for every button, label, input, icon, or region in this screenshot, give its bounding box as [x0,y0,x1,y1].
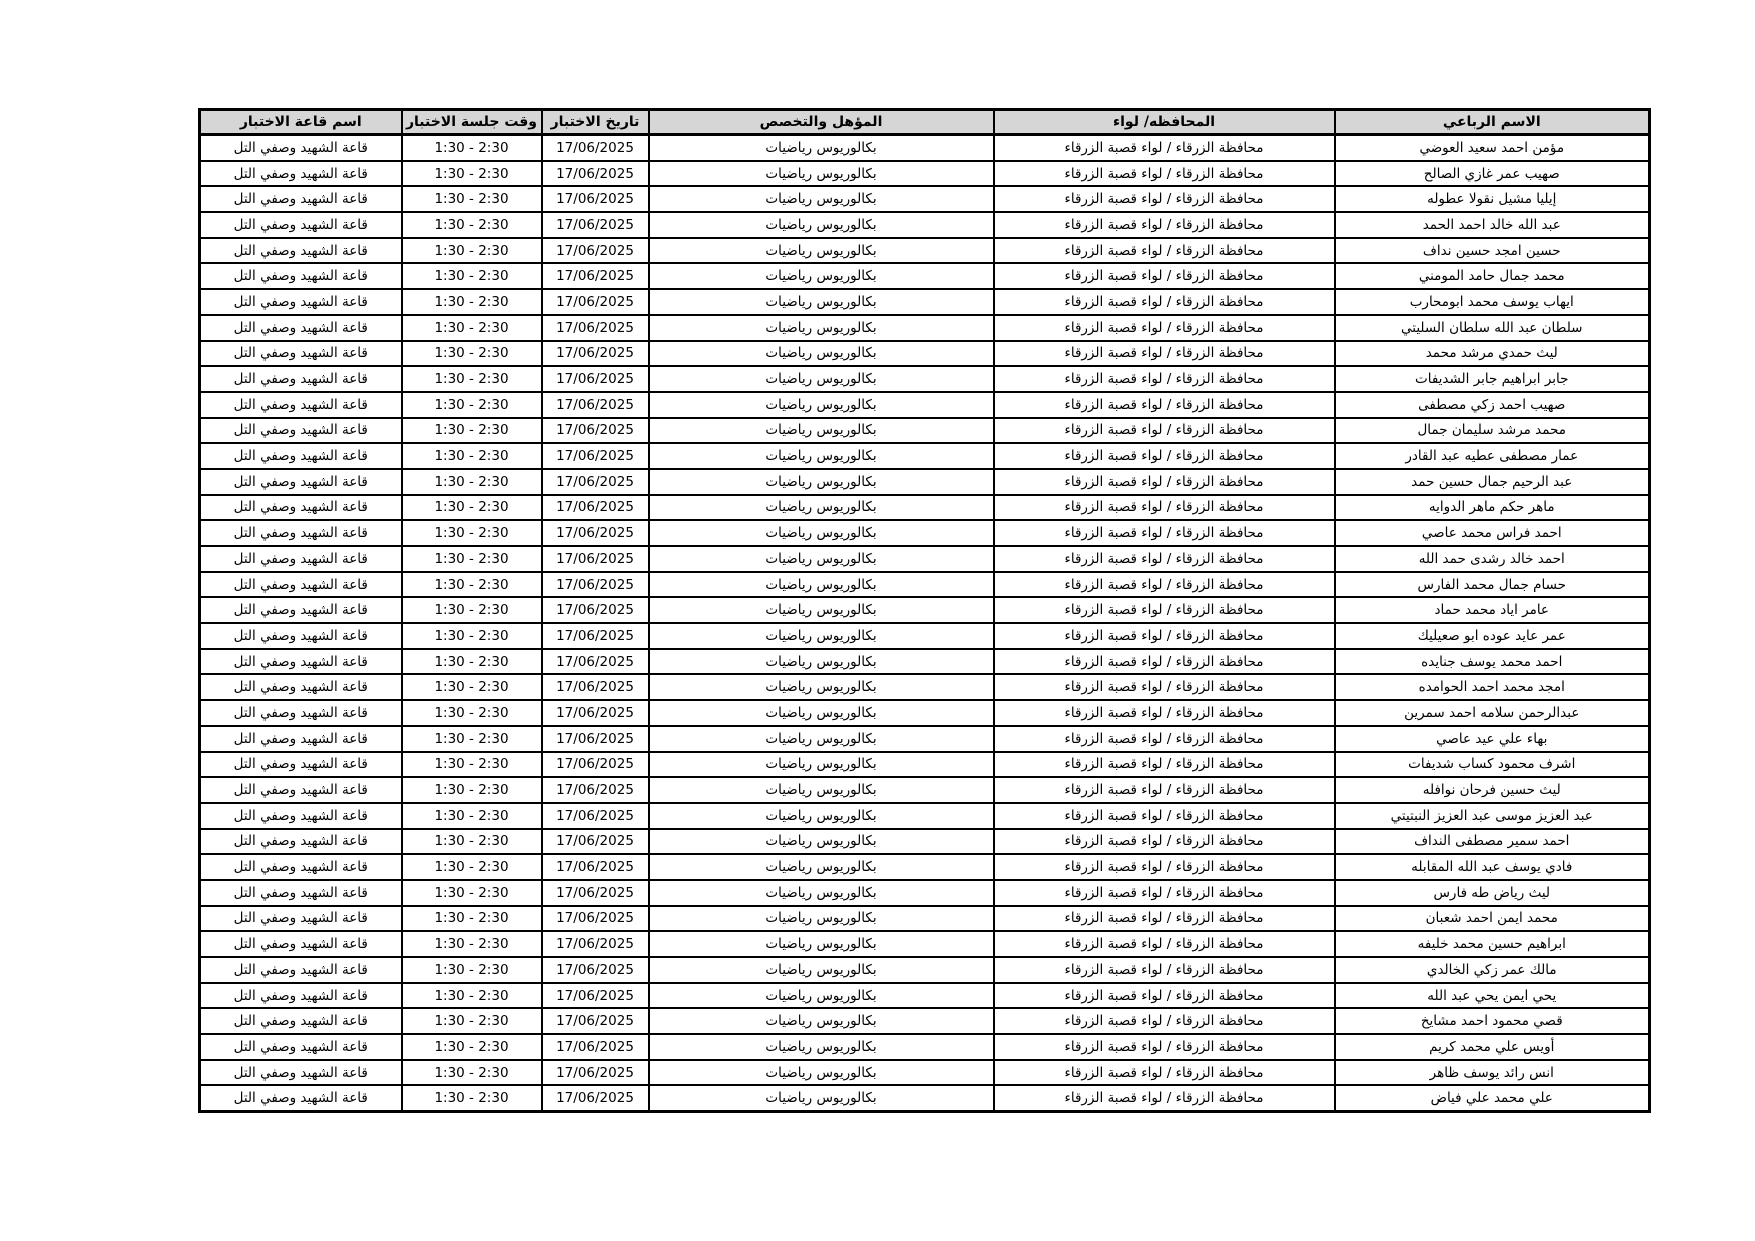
table-row [200,700,1650,726]
cell-full-name: عبد الرحيم جمال حسين حمد [1335,469,1650,495]
cell-governorate: محافظة الزرقاء / لواء قصبة الزرقاء [994,1085,1335,1111]
cell-governorate: محافظة الزرقاء / لواء قصبة الزرقاء [994,1060,1335,1086]
cell-governorate: محافظة الزرقاء / لواء قصبة الزرقاء [994,443,1335,469]
cell-exam-date: 17/06/2025 [542,418,649,444]
cell-qualification: بكالوريوس رياضيات [649,1085,994,1111]
cell-qualification: بكالوريوس رياضيات [649,443,994,469]
cell-exam-date: 17/06/2025 [542,957,649,983]
cell-governorate: محافظة الزرقاء / لواء قصبة الزرقاء [994,623,1335,649]
cell-qualification: بكالوريوس رياضيات [649,495,994,521]
table-row [200,674,1650,700]
cell-governorate: محافظة الزرقاء / لواء قصبة الزرقاء [994,803,1335,829]
cell-exam-date: 17/06/2025 [542,803,649,829]
table-row [200,520,1650,546]
cell-exam-hall: قاعة الشهيد وصفي التل [200,469,402,495]
cell-exam-date: 17/06/2025 [542,777,649,803]
cell-full-name: مالك عمر زكي الخالدي [1335,957,1650,983]
cell-qualification: بكالوريوس رياضيات [649,854,994,880]
cell-exam-date: 17/06/2025 [542,238,649,264]
cell-exam-hall: قاعة الشهيد وصفي التل [200,212,402,238]
cell-full-name: مؤمن احمد سعيد العوضي [1335,135,1650,161]
cell-governorate: محافظة الزرقاء / لواء قصبة الزرقاء [994,906,1335,932]
cell-exam-date: 17/06/2025 [542,520,649,546]
cell-governorate: محافظة الزرقاء / لواء قصبة الزرقاء [994,829,1335,855]
cell-governorate: محافظة الزرقاء / لواء قصبة الزرقاء [994,957,1335,983]
cell-exam-hall: قاعة الشهيد وصفي التل [200,931,402,957]
cell-governorate: محافظة الزرقاء / لواء قصبة الزرقاء [994,341,1335,367]
cell-governorate: محافظة الزرقاء / لواء قصبة الزرقاء [994,931,1335,957]
cell-exam-hall: قاعة الشهيد وصفي التل [200,803,402,829]
cell-qualification: بكالوريوس رياضيات [649,418,994,444]
cell-full-name: عبد العزيز موسى عبد العزيز النبتيتي [1335,803,1650,829]
cell-exam-date: 17/06/2025 [542,649,649,675]
table-row [200,289,1650,315]
cell-exam-time: 1:30 - 2:30 [402,341,542,367]
cell-exam-date: 17/06/2025 [542,623,649,649]
cell-governorate: محافظة الزرقاء / لواء قصبة الزرقاء [994,366,1335,392]
cell-governorate: محافظة الزرقاء / لواء قصبة الزرقاء [994,983,1335,1009]
cell-exam-hall: قاعة الشهيد وصفي التل [200,674,402,700]
cell-governorate: محافظة الزرقاء / لواء قصبة الزرقاء [994,777,1335,803]
cell-full-name: ليث رياض طه فارس [1335,880,1650,906]
cell-exam-time: 1:30 - 2:30 [402,777,542,803]
cell-exam-hall: قاعة الشهيد وصفي التل [200,726,402,752]
cell-qualification: بكالوريوس رياضيات [649,777,994,803]
table-row [200,366,1650,392]
cell-exam-time: 1:30 - 2:30 [402,597,542,623]
table-row [200,572,1650,598]
cell-exam-date: 17/06/2025 [542,135,649,161]
table-row [200,957,1650,983]
table-row [200,546,1650,572]
cell-governorate: محافظة الزرقاء / لواء قصبة الزرقاء [994,880,1335,906]
cell-exam-date: 17/06/2025 [542,366,649,392]
table-row [200,726,1650,752]
cell-full-name: محمد جمال حامد المومني [1335,263,1650,289]
table-row [200,418,1650,444]
cell-governorate: محافظة الزرقاء / لواء قصبة الزرقاء [994,263,1335,289]
cell-exam-time: 1:30 - 2:30 [402,906,542,932]
cell-exam-time: 1:30 - 2:30 [402,263,542,289]
cell-exam-hall: قاعة الشهيد وصفي التل [200,880,402,906]
cell-exam-time: 1:30 - 2:30 [402,135,542,161]
cell-qualification: بكالوريوس رياضيات [649,829,994,855]
cell-governorate: محافظة الزرقاء / لواء قصبة الزرقاء [994,289,1335,315]
table-row [200,495,1650,521]
cell-exam-time: 1:30 - 2:30 [402,803,542,829]
cell-exam-hall: قاعة الشهيد وصفي التل [200,597,402,623]
cell-exam-time: 1:30 - 2:30 [402,315,542,341]
cell-exam-hall: قاعة الشهيد وصفي التل [200,1060,402,1086]
table-row [200,315,1650,341]
cell-exam-hall: قاعة الشهيد وصفي التل [200,161,402,187]
cell-governorate: محافظة الزرقاء / لواء قصبة الزرقاء [994,752,1335,778]
cell-qualification: بكالوريوس رياضيات [649,263,994,289]
cell-exam-hall: قاعة الشهيد وصفي التل [200,572,402,598]
table-row [200,931,1650,957]
cell-exam-hall: قاعة الشهيد وصفي التل [200,238,402,264]
cell-qualification: بكالوريوس رياضيات [649,520,994,546]
cell-exam-date: 17/06/2025 [542,1085,649,1111]
cell-exam-time: 1:30 - 2:30 [402,289,542,315]
cell-full-name: ماهر حكم ماهر الدوايه [1335,495,1650,521]
cell-exam-date: 17/06/2025 [542,931,649,957]
cell-qualification: بكالوريوس رياضيات [649,752,994,778]
cell-full-name: فادي يوسف عبد الله المقابله [1335,854,1650,880]
cell-exam-hall: قاعة الشهيد وصفي التل [200,752,402,778]
cell-exam-time: 1:30 - 2:30 [402,392,542,418]
table-row [200,1085,1650,1111]
cell-governorate: محافظة الزرقاء / لواء قصبة الزرقاء [994,212,1335,238]
cell-exam-hall: قاعة الشهيد وصفي التل [200,546,402,572]
cell-qualification: بكالوريوس رياضيات [649,880,994,906]
cell-full-name: احمد محمد يوسف جنايده [1335,649,1650,675]
cell-exam-date: 17/06/2025 [542,597,649,623]
cell-exam-time: 1:30 - 2:30 [402,443,542,469]
cell-qualification: بكالوريوس رياضيات [649,469,994,495]
cell-exam-date: 17/06/2025 [542,186,649,212]
cell-exam-hall: قاعة الشهيد وصفي التل [200,983,402,1009]
cell-governorate: محافظة الزرقاء / لواء قصبة الزرقاء [994,161,1335,187]
cell-full-name: احمد فراس محمد عاصي [1335,520,1650,546]
cell-full-name: جابر ابراهيم جابر الشديفات [1335,366,1650,392]
cell-exam-time: 1:30 - 2:30 [402,212,542,238]
cell-qualification: بكالوريوس رياضيات [649,341,994,367]
cell-exam-hall: قاعة الشهيد وصفي التل [200,392,402,418]
cell-exam-time: 1:30 - 2:30 [402,469,542,495]
cell-full-name: ابراهيم حسين محمد خليفه [1335,931,1650,957]
cell-exam-hall: قاعة الشهيد وصفي التل [200,418,402,444]
cell-governorate: محافظة الزرقاء / لواء قصبة الزرقاء [994,238,1335,264]
exam-schedule-table [198,108,1651,1113]
cell-governorate: محافظة الزرقاء / لواء قصبة الزرقاء [994,597,1335,623]
cell-full-name: احمد خالد رشدى حمد الله [1335,546,1650,572]
cell-exam-date: 17/06/2025 [542,495,649,521]
table-row [200,752,1650,778]
table-row [200,469,1650,495]
cell-full-name: حسين امجد حسين نداف [1335,238,1650,264]
table-row [200,597,1650,623]
cell-exam-time: 1:30 - 2:30 [402,983,542,1009]
cell-exam-time: 1:30 - 2:30 [402,649,542,675]
cell-governorate: محافظة الزرقاء / لواء قصبة الزرقاء [994,726,1335,752]
cell-exam-hall: قاعة الشهيد وصفي التل [200,777,402,803]
table-row [200,906,1650,932]
cell-exam-time: 1:30 - 2:30 [402,520,542,546]
cell-exam-time: 1:30 - 2:30 [402,752,542,778]
cell-exam-date: 17/06/2025 [542,263,649,289]
cell-exam-time: 1:30 - 2:30 [402,623,542,649]
cell-governorate: محافظة الزرقاء / لواء قصبة الزرقاء [994,135,1335,161]
cell-governorate: محافظة الزرقاء / لواء قصبة الزرقاء [994,700,1335,726]
cell-exam-date: 17/06/2025 [542,906,649,932]
cell-full-name: عبد الله خالد احمد الحمد [1335,212,1650,238]
column-header-governorate: المحافظه/ لواء [994,110,1335,135]
cell-exam-hall: قاعة الشهيد وصفي التل [200,495,402,521]
cell-governorate: محافظة الزرقاء / لواء قصبة الزرقاء [994,1008,1335,1034]
cell-exam-time: 1:30 - 2:30 [402,1008,542,1034]
cell-qualification: بكالوريوس رياضيات [649,546,994,572]
column-header-full-name: الاسم الرباعي [1335,110,1650,135]
cell-exam-hall: قاعة الشهيد وصفي التل [200,906,402,932]
cell-full-name: ايهاب يوسف محمد ابومحارب [1335,289,1650,315]
cell-governorate: محافظة الزرقاء / لواء قصبة الزرقاء [994,520,1335,546]
cell-exam-time: 1:30 - 2:30 [402,726,542,752]
cell-exam-time: 1:30 - 2:30 [402,1085,542,1111]
table-row [200,803,1650,829]
cell-exam-hall: قاعة الشهيد وصفي التل [200,263,402,289]
cell-exam-date: 17/06/2025 [542,392,649,418]
cell-exam-date: 17/06/2025 [542,572,649,598]
cell-full-name: عمار مصطفى عطيه عبد القادر [1335,443,1650,469]
cell-full-name: يحي ايمن يحي عبد الله [1335,983,1650,1009]
cell-exam-hall: قاعة الشهيد وصفي التل [200,1034,402,1060]
cell-exam-time: 1:30 - 2:30 [402,854,542,880]
cell-qualification: بكالوريوس رياضيات [649,803,994,829]
cell-exam-hall: قاعة الشهيد وصفي التل [200,135,402,161]
cell-exam-time: 1:30 - 2:30 [402,1060,542,1086]
cell-exam-time: 1:30 - 2:30 [402,674,542,700]
cell-exam-date: 17/06/2025 [542,1060,649,1086]
cell-exam-hall: قاعة الشهيد وصفي التل [200,1008,402,1034]
cell-governorate: محافظة الزرقاء / لواء قصبة الزرقاء [994,392,1335,418]
cell-qualification: بكالوريوس رياضيات [649,983,994,1009]
cell-exam-time: 1:30 - 2:30 [402,572,542,598]
table-body [200,135,1650,1112]
cell-qualification: بكالوريوس رياضيات [649,572,994,598]
cell-exam-date: 17/06/2025 [542,1034,649,1060]
cell-governorate: محافظة الزرقاء / لواء قصبة الزرقاء [994,418,1335,444]
table-row [200,854,1650,880]
cell-qualification: بكالوريوس رياضيات [649,1060,994,1086]
cell-exam-date: 17/06/2025 [542,829,649,855]
cell-governorate: محافظة الزرقاء / لواء قصبة الزرقاء [994,674,1335,700]
column-header-exam-hall: اسم قاعة الاختبار [200,110,402,135]
cell-governorate: محافظة الزرقاء / لواء قصبة الزرقاء [994,1034,1335,1060]
cell-exam-date: 17/06/2025 [542,443,649,469]
cell-exam-date: 17/06/2025 [542,880,649,906]
table-row [200,263,1650,289]
cell-qualification: بكالوريوس رياضيات [649,1008,994,1034]
cell-exam-hall: قاعة الشهيد وصفي التل [200,700,402,726]
cell-governorate: محافظة الزرقاء / لواء قصبة الزرقاء [994,495,1335,521]
cell-full-name: عامر اياد محمد حماد [1335,597,1650,623]
cell-governorate: محافظة الزرقاء / لواء قصبة الزرقاء [994,315,1335,341]
cell-exam-time: 1:30 - 2:30 [402,931,542,957]
cell-qualification: بكالوريوس رياضيات [649,597,994,623]
cell-exam-date: 17/06/2025 [542,289,649,315]
cell-exam-time: 1:30 - 2:30 [402,495,542,521]
cell-qualification: بكالوريوس رياضيات [649,906,994,932]
cell-exam-hall: قاعة الشهيد وصفي التل [200,649,402,675]
table-row [200,880,1650,906]
cell-exam-date: 17/06/2025 [542,726,649,752]
cell-governorate: محافظة الزرقاء / لواء قصبة الزرقاء [994,572,1335,598]
cell-exam-time: 1:30 - 2:30 [402,238,542,264]
table-row [200,829,1650,855]
cell-full-name: سلطان عبد الله سلطان السليتي [1335,315,1650,341]
table-row [200,186,1650,212]
cell-full-name: عبدالرحمن سلامه احمد سمرين [1335,700,1650,726]
cell-qualification: بكالوريوس رياضيات [649,366,994,392]
cell-exam-hall: قاعة الشهيد وصفي التل [200,957,402,983]
cell-full-name: عمر عايد عوده ابو صعيليك [1335,623,1650,649]
table-row [200,161,1650,187]
cell-governorate: محافظة الزرقاء / لواء قصبة الزرقاء [994,854,1335,880]
table-row [200,777,1650,803]
cell-full-name: إيليا مشيل نقولا عطوله [1335,186,1650,212]
cell-exam-date: 17/06/2025 [542,700,649,726]
cell-exam-date: 17/06/2025 [542,469,649,495]
table-row [200,392,1650,418]
cell-exam-date: 17/06/2025 [542,854,649,880]
cell-exam-time: 1:30 - 2:30 [402,1034,542,1060]
cell-full-name: انس رائد يوسف ظاهر [1335,1060,1650,1086]
cell-full-name: امجد محمد احمد الحوامده [1335,674,1650,700]
cell-exam-time: 1:30 - 2:30 [402,957,542,983]
cell-full-name: علي محمد علي فياض [1335,1085,1650,1111]
cell-exam-time: 1:30 - 2:30 [402,880,542,906]
exam-schedule-sheet [198,108,1651,1113]
table-row [200,1060,1650,1086]
cell-full-name: أويس علي محمد كريم [1335,1034,1650,1060]
table-row [200,238,1650,264]
cell-qualification: بكالوريوس رياضيات [649,161,994,187]
cell-exam-hall: قاعة الشهيد وصفي التل [200,289,402,315]
cell-exam-date: 17/06/2025 [542,674,649,700]
cell-exam-hall: قاعة الشهيد وصفي التل [200,186,402,212]
table-row [200,1008,1650,1034]
column-header-exam-time: وقت جلسة الاختبار [402,110,542,135]
cell-governorate: محافظة الزرقاء / لواء قصبة الزرقاء [994,186,1335,212]
table-row [200,623,1650,649]
cell-full-name: محمد ايمن احمد شعبان [1335,906,1650,932]
cell-exam-hall: قاعة الشهيد وصفي التل [200,315,402,341]
cell-governorate: محافظة الزرقاء / لواء قصبة الزرقاء [994,469,1335,495]
table-row [200,212,1650,238]
cell-exam-time: 1:30 - 2:30 [402,829,542,855]
cell-full-name: اشرف محمود كساب شديفات [1335,752,1650,778]
cell-exam-hall: قاعة الشهيد وصفي التل [200,520,402,546]
cell-full-name: ليث حمدي مرشد محمد [1335,341,1650,367]
cell-full-name: صهيب عمر غازي الصالح [1335,161,1650,187]
cell-full-name: ليث حسين فرحان نوافله [1335,777,1650,803]
cell-full-name: قصي محمود احمد مشايخ [1335,1008,1650,1034]
cell-qualification: بكالوريوس رياضيات [649,238,994,264]
cell-exam-hall: قاعة الشهيد وصفي التل [200,829,402,855]
table-row [200,983,1650,1009]
cell-exam-time: 1:30 - 2:30 [402,418,542,444]
cell-exam-hall: قاعة الشهيد وصفي التل [200,341,402,367]
table-header-row [200,110,1650,135]
cell-qualification: بكالوريوس رياضيات [649,726,994,752]
cell-full-name: صهيب احمد زكي مصطفى [1335,392,1650,418]
cell-qualification: بكالوريوس رياضيات [649,135,994,161]
table-row [200,341,1650,367]
cell-qualification: بكالوريوس رياضيات [649,623,994,649]
cell-exam-date: 17/06/2025 [542,212,649,238]
cell-exam-time: 1:30 - 2:30 [402,161,542,187]
cell-exam-time: 1:30 - 2:30 [402,366,542,392]
cell-full-name: حسام جمال محمد الفارس [1335,572,1650,598]
cell-exam-hall: قاعة الشهيد وصفي التل [200,623,402,649]
cell-qualification: بكالوريوس رياضيات [649,315,994,341]
table-row [200,1034,1650,1060]
cell-qualification: بكالوريوس رياضيات [649,674,994,700]
cell-qualification: بكالوريوس رياضيات [649,700,994,726]
cell-exam-hall: قاعة الشهيد وصفي التل [200,1085,402,1111]
table-row [200,135,1650,161]
table-row [200,443,1650,469]
column-header-exam-date: تاريخ الاختبار [542,110,649,135]
cell-qualification: بكالوريوس رياضيات [649,289,994,315]
cell-exam-date: 17/06/2025 [542,341,649,367]
cell-qualification: بكالوريوس رياضيات [649,212,994,238]
cell-qualification: بكالوريوس رياضيات [649,1034,994,1060]
cell-exam-time: 1:30 - 2:30 [402,700,542,726]
cell-qualification: بكالوريوس رياضيات [649,649,994,675]
cell-exam-date: 17/06/2025 [542,1008,649,1034]
cell-full-name: بهاء علي عيد عاصي [1335,726,1650,752]
cell-exam-date: 17/06/2025 [542,983,649,1009]
cell-full-name: احمد سمير مصطفى النداف [1335,829,1650,855]
cell-qualification: بكالوريوس رياضيات [649,392,994,418]
cell-exam-hall: قاعة الشهيد وصفي التل [200,854,402,880]
cell-exam-time: 1:30 - 2:30 [402,186,542,212]
cell-exam-date: 17/06/2025 [542,315,649,341]
cell-governorate: محافظة الزرقاء / لواء قصبة الزرقاء [994,546,1335,572]
cell-qualification: بكالوريوس رياضيات [649,957,994,983]
cell-exam-time: 1:30 - 2:30 [402,546,542,572]
cell-exam-date: 17/06/2025 [542,752,649,778]
table-row [200,649,1650,675]
cell-qualification: بكالوريوس رياضيات [649,931,994,957]
cell-governorate: محافظة الزرقاء / لواء قصبة الزرقاء [994,649,1335,675]
column-header-qualification: المؤهل والتخصص [649,110,994,135]
cell-full-name: محمد مرشد سليمان جمال [1335,418,1650,444]
cell-exam-hall: قاعة الشهيد وصفي التل [200,443,402,469]
cell-qualification: بكالوريوس رياضيات [649,186,994,212]
cell-exam-date: 17/06/2025 [542,546,649,572]
cell-exam-hall: قاعة الشهيد وصفي التل [200,366,402,392]
cell-exam-date: 17/06/2025 [542,161,649,187]
